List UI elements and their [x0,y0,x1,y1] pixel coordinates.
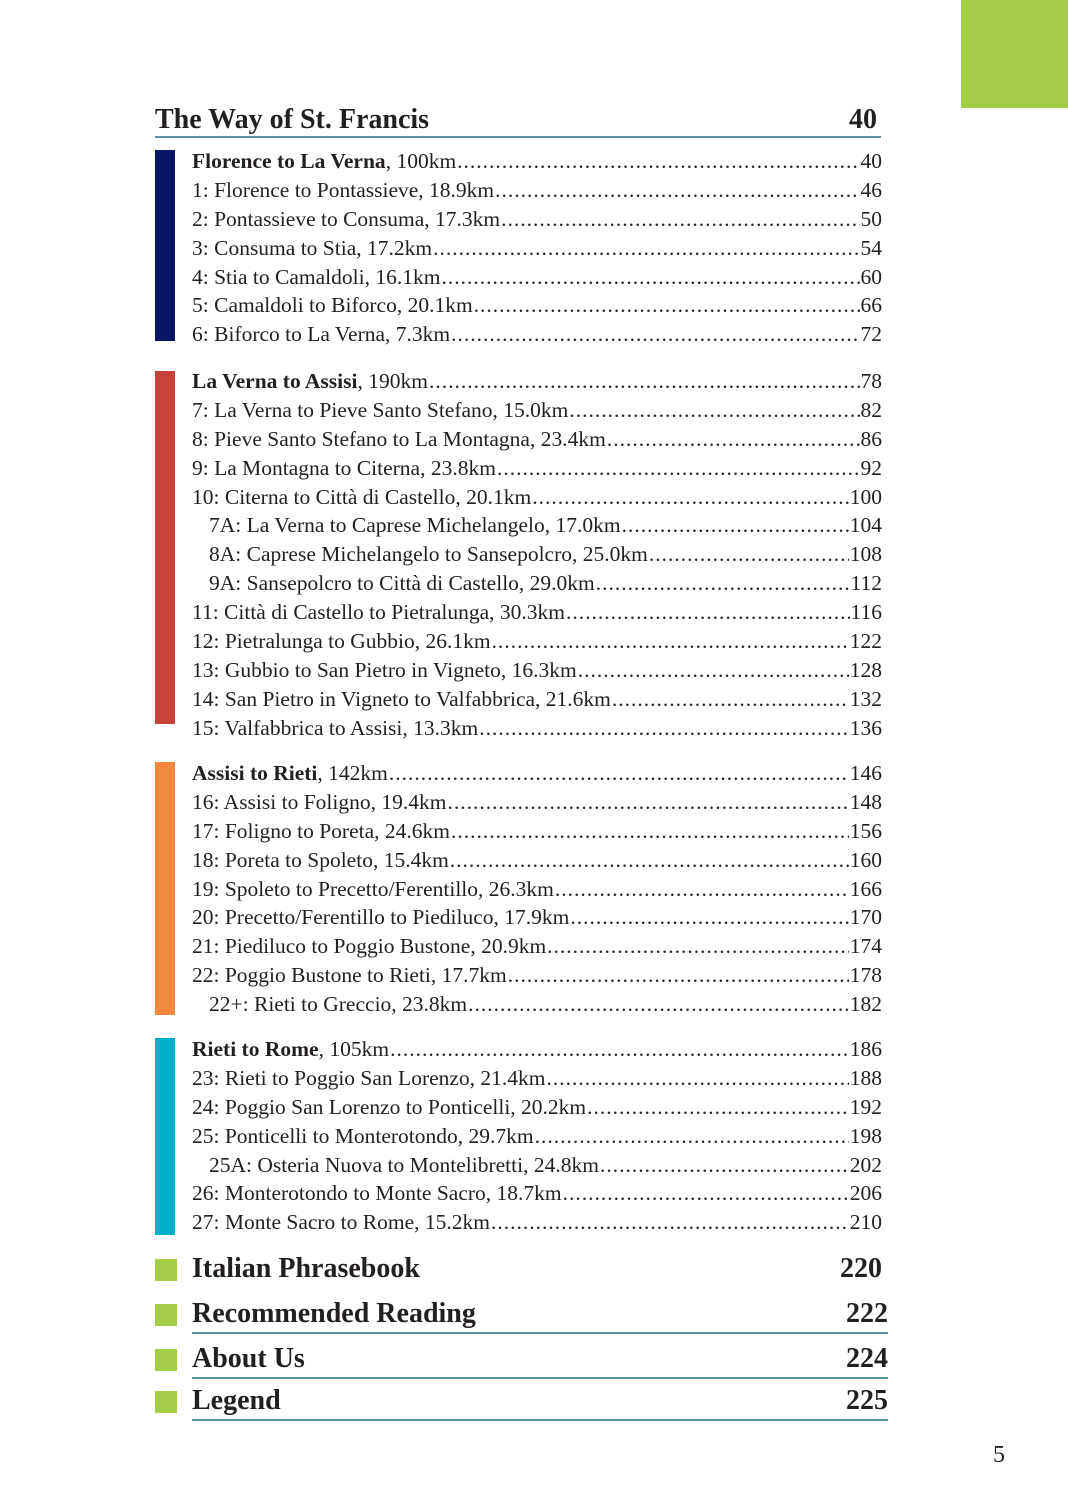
toc-chapter-italian-phrasebook[interactable] [155,1253,888,1287]
entry-page: 146 [849,761,882,785]
entry-label: 9: La Montagna to Citerna, 23.8km [192,455,496,480]
entry-label: 18: Poreta to Spoleto, 15.4km [192,847,449,872]
toc-entry[interactable] [192,1122,882,1151]
entry-page: 108 [849,542,882,567]
toc-entry[interactable] [192,714,882,743]
toc-entry[interactable] [192,234,882,263]
entry-label: 26: Monterotondo to Monte Sacro, 18.7km [192,1181,562,1206]
heading-distance: , 100km [385,149,457,173]
toc-entry[interactable] [192,875,882,904]
entry-label: 6: Biforco to La Verna, 7.3km [192,322,451,347]
entry-label: 7A: La Verna to Caprese Michelangelo, 17.0km [209,513,621,538]
entry-page: 86 [860,426,882,451]
chapter-line [192,1253,882,1287]
entry-page: 40 [860,149,882,173]
chapter-title: Legend [192,1385,281,1416]
chapter-line [192,1298,888,1334]
entry-label: 15: Valfabbrica to Assisi, 13.3km [192,715,479,740]
toc-entry-alternate[interactable] [192,540,882,569]
toc-entry[interactable] [192,685,882,714]
chapter-marker-square [155,1304,177,1326]
entry-label: 10: Citerna to Città di Castello, 20.1km [192,484,532,509]
toc-entry[interactable] [192,932,882,961]
entry-label: 9A: Sansepolcro to Città di Castello, 29.0km [209,571,595,596]
heading-distance: , 105km [318,1037,390,1061]
heading-distance: , 190km [357,369,428,393]
toc-entry-alternate[interactable] [192,511,882,540]
entry-page: 60 [860,264,882,289]
toc-section-heading[interactable] [192,1035,882,1064]
entry-page: 132 [849,686,882,711]
toc-entry[interactable] [192,176,882,205]
entry-page: 166 [849,876,882,901]
toc-entry[interactable] [192,961,882,990]
entry-label: 2: Pontassieve to Consuma, 17.3km [192,206,501,231]
toc-entry[interactable] [192,846,882,875]
entry-page: 192 [849,1094,882,1119]
toc-chapter-about-us[interactable] [155,1343,888,1377]
toc-entry[interactable] [192,656,882,685]
entry-label: 22+: Rieti to Greccio, 23.8km [209,992,468,1017]
entry-label: 13: Gubbio to San Pietro in Vigneto, 16.3km [192,657,577,682]
toc-entry[interactable] [192,396,882,425]
entry-label: 14: San Pietro in Vigneto to Valfabbrica, 21.6km [192,686,611,711]
toc-entry-alternate[interactable] [192,569,882,598]
toc-chapter-recommended-reading[interactable] [155,1298,888,1332]
heading-name: Rieti to Rome [192,1037,319,1061]
entry-page: 54 [860,235,882,260]
heading-name: Florence to La Verna [192,149,386,173]
entry-page: 122 [849,629,882,654]
entry-page: 206 [849,1181,882,1206]
section-title-page: 40 [849,104,877,135]
section-color-bar [155,762,175,1015]
entry-page: 174 [849,934,882,959]
chapter-marker-square [155,1259,177,1281]
toc-entry[interactable] [192,1179,882,1208]
entry-label: 25A: Osteria Nuova to Montelibretti, 24.8km [209,1152,599,1177]
entry-page: 186 [849,1037,882,1061]
toc-entry[interactable] [192,1093,882,1122]
toc-entries [192,1035,882,1237]
toc-entry[interactable] [192,425,882,454]
entry-label: 23: Rieti to Poggio San Lorenzo, 21.4km [192,1065,546,1090]
chapter-page: 224 [846,1343,888,1374]
section-title: The Way of St. Francis [155,104,430,135]
heading-distance: , 142km [317,761,388,785]
entry-page: 100 [849,484,882,509]
entry-page: 156 [849,818,882,843]
toc-entry[interactable] [192,598,882,627]
toc-entry[interactable] [192,483,882,512]
toc-section-rieti-rome [155,1035,882,1240]
toc-section-la-verna-assisi [155,367,882,744]
entry-label: 19: Spoleto to Precetto/Ferentillo, 26.3km [192,876,554,901]
entry-label: 27: Monte Sacro to Rome, 15.2km [192,1210,490,1235]
section-color-bar [155,371,175,724]
entry-page: 72 [860,322,882,347]
toc-entry[interactable] [192,263,882,292]
entry-label: 7: La Verna to Pieve Santo Stefano, 15.0km [192,397,569,422]
entry-label: 17: Foligno to Poreta, 24.6km [192,818,450,843]
toc-entry[interactable] [192,454,882,483]
entry-page: 104 [849,513,882,538]
entry-label: 1: Florence to Pontassieve, 18.9km [192,177,495,202]
toc-section-heading[interactable] [192,147,882,176]
toc-entry[interactable] [192,1208,882,1237]
chapter-page: 222 [846,1298,888,1329]
entry-label: 3: Consuma to Stia, 17.2km [192,235,433,260]
chapter-title: About Us [192,1343,305,1374]
toc-entry[interactable] [192,205,882,234]
entry-page: 82 [860,397,882,422]
entry-page: 136 [849,715,882,740]
entry-label: 16: Assisi to Foligno, 19.4km [192,789,447,814]
toc-entry[interactable] [192,291,882,320]
chapter-line [192,1343,888,1379]
page-number: 5 [993,1442,1005,1468]
chapter-page: 225 [846,1385,888,1416]
toc-chapter-legend[interactable] [155,1385,888,1419]
entry-page: 198 [849,1123,882,1148]
entry-label: 8: Pieve Santo Stefano to La Montagna, 23.4km [192,426,606,451]
entry-label: 5: Camaldoli to Biforco, 20.1km [192,293,473,318]
heading-name: Assisi to Rieti [192,761,318,785]
section-title-row[interactable] [155,104,881,138]
chapter-line [192,1385,888,1421]
toc-entry-alternate[interactable] [192,1151,882,1180]
chapter-marker-square [155,1391,177,1413]
toc-entry[interactable] [192,1064,882,1093]
entry-page: 178 [849,963,882,988]
toc-section-florence-la-verna [155,147,882,350]
toc-entry[interactable] [192,627,882,656]
entry-page: 128 [849,657,882,682]
chapter-page: 220 [840,1253,882,1284]
heading-name: La Verna to Assisi [192,369,358,393]
entry-page: 160 [849,847,882,872]
entry-label: 25: Ponticelli to Monterotondo, 29.7km [192,1123,534,1148]
entry-page: 170 [849,905,882,930]
toc-section-heading[interactable] [192,759,882,788]
entry-label: 20: Precetto/Ferentillo to Piediluco, 17.9km [192,905,570,930]
entry-page: 46 [860,177,882,202]
toc-entry-alternate[interactable] [192,990,882,1019]
toc-section-assisi-rieti [155,759,882,1021]
toc-entry[interactable] [192,817,882,846]
entry-page: 188 [849,1065,882,1090]
chapter-marker-square [155,1349,177,1371]
entry-label: 21: Piediluco to Poggio Bustone, 20.9km [192,934,547,959]
toc-entry[interactable] [192,788,882,817]
entry-page: 112 [850,571,882,596]
entry-label: 8A: Caprese Michelangelo to Sansepolcro, 25.0km [209,542,648,567]
section-color-bar [155,150,175,341]
corner-color-tab [961,0,1068,108]
toc-entry[interactable] [192,903,882,932]
entry-page: 78 [860,369,882,393]
entry-label: 12: Pietralunga to Gubbio, 26.1km [192,629,491,654]
entry-page: 182 [849,992,882,1017]
section-color-bar [155,1038,175,1235]
toc-entries [192,147,882,349]
entry-page: 116 [850,600,882,625]
entry-page: 202 [849,1152,882,1177]
toc-entries [192,759,882,1019]
entry-page: 66 [860,293,882,318]
chapter-title: Recommended Reading [192,1298,476,1329]
entry-page: 210 [849,1210,882,1235]
toc-section-heading[interactable] [192,367,882,396]
entry-label: 24: Poggio San Lorenzo to Ponticelli, 20.2km [192,1094,587,1119]
entry-label: 4: Stia to Camaldoli, 16.1km [192,264,441,289]
entry-page: 148 [849,789,882,814]
chapter-title: Italian Phrasebook [192,1253,420,1284]
toc-entry[interactable] [192,320,882,349]
entry-label: 22: Poggio Bustone to Rieti, 17.7km [192,963,507,988]
entry-page: 92 [860,455,882,480]
toc-entries [192,367,882,743]
entry-label: 11: Città di Castello to Pietralunga, 30.3km [192,600,566,625]
entry-page: 50 [860,206,882,231]
